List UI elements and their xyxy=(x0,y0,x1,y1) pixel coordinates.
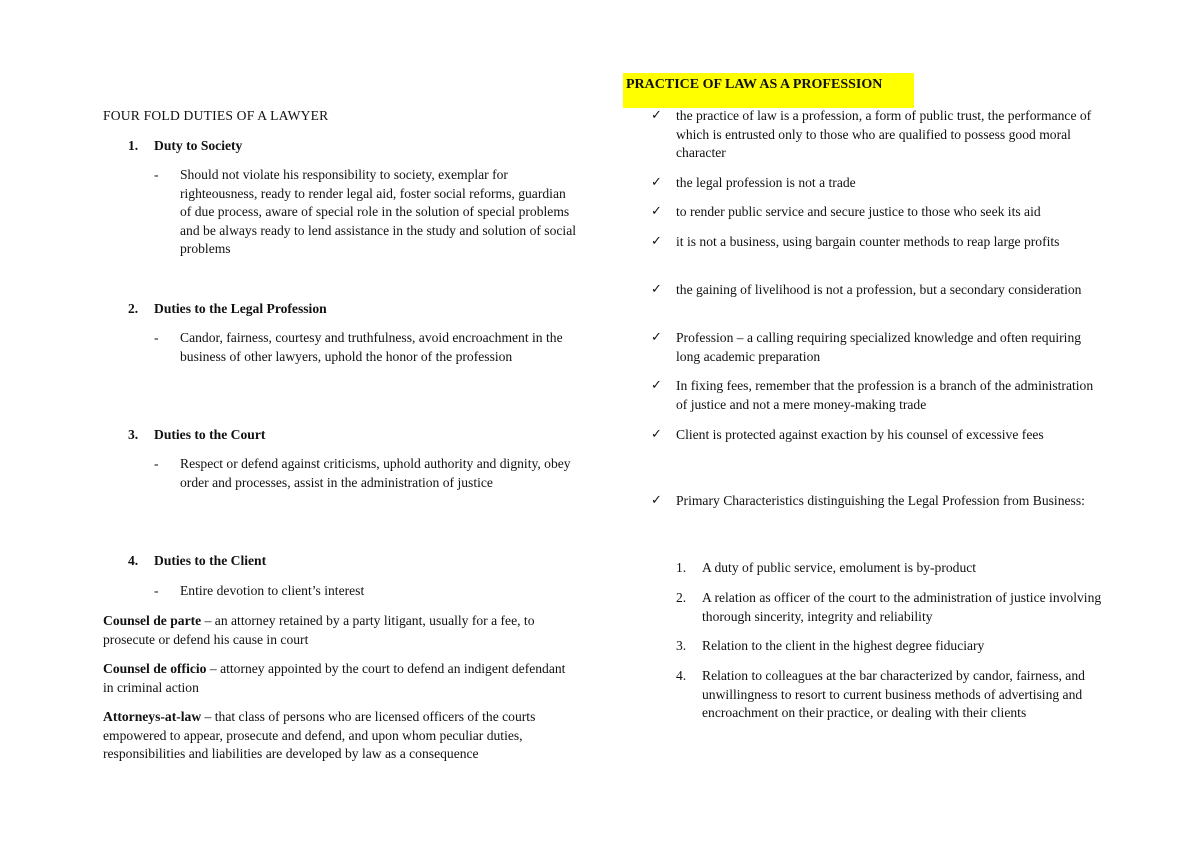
check-icon: ✓ xyxy=(651,493,662,508)
check-text: Profession – a calling requiring specialized knowledge and often requiring long academic preparation xyxy=(676,330,1082,364)
check-icon: ✓ xyxy=(651,330,662,345)
duty-number: 3. xyxy=(128,427,139,442)
check-text: to render public service and secure justice to those who seek its aid xyxy=(676,204,1041,219)
check-icon: ✓ xyxy=(651,234,662,249)
check-icon: ✓ xyxy=(651,175,662,190)
duty-text: Entire devotion to client’s interest xyxy=(180,583,365,598)
check-icon: ✓ xyxy=(651,108,662,123)
check-icon: ✓ xyxy=(651,378,662,393)
check-icon: ✓ xyxy=(651,204,662,219)
definition-counsel-de-parte xyxy=(103,612,573,649)
definition-term: Attorneys-at-law xyxy=(103,709,202,724)
check-text: Client is protected against exaction by his counsel of excessive fees xyxy=(676,427,1044,442)
check-text: it is not a business, using bargain counter methods to reap large profits xyxy=(676,234,1060,249)
list-number: 1. xyxy=(676,560,687,575)
duty-label: Duties to the Client xyxy=(154,553,267,568)
check-text: the gaining of livelihood is not a profession, but a secondary consideration xyxy=(676,282,1082,297)
duty-text: Candor, fairness, courtesy and truthfulness, avoid encroachment in the business of other lawyers, uphold the honor of the profession xyxy=(180,330,563,364)
dash-bullet: - xyxy=(154,330,159,345)
definition-text: – an attorney retained by a party litigant, usually for a fee, to prosecute or defend his cause in court xyxy=(103,613,535,647)
check-text: the practice of law is a profession, a form of public trust, the performance of which is entrusted only to those who are qualified to possess good moral character xyxy=(676,108,1092,161)
characteristic-text: A duty of public service, emolument is by-product xyxy=(702,560,977,575)
check-icon: ✓ xyxy=(651,427,662,442)
duty-label: Duty to Society xyxy=(154,138,243,153)
dash-bullet: - xyxy=(154,167,159,182)
list-number: 2. xyxy=(676,590,687,605)
duty-label: Duties to the Court xyxy=(154,427,266,442)
check-text: In fixing fees, remember that the profession is a branch of the administration of justice and not a mere money-making trade xyxy=(676,378,1094,412)
dash-bullet: - xyxy=(154,583,159,598)
duty-number: 1. xyxy=(128,138,139,153)
check-text: the legal profession is not a trade xyxy=(676,175,856,190)
definition-attorneys-at-law xyxy=(103,708,573,764)
list-number: 4. xyxy=(676,668,687,683)
check-text: Primary Characteristics distinguishing the Legal Profession from Business: xyxy=(676,493,1085,508)
duty-number: 4. xyxy=(128,553,139,568)
definition-counsel-de-officio xyxy=(103,660,573,697)
definition-term: Counsel de parte xyxy=(103,613,202,628)
check-icon: ✓ xyxy=(651,282,662,297)
duty-number: 2. xyxy=(128,301,139,316)
duty-label: Duties to the Legal Profession xyxy=(154,301,327,316)
dash-bullet: - xyxy=(154,456,159,471)
definition-text: – attorney appointed by the court to defend an indigent defendant in criminal action xyxy=(103,661,566,695)
characteristic-text: Relation to colleagues at the bar characterized by candor, fairness, and unwillingness to resort to current business methods of advertising and encroachment on their practice, or dealing with their clients xyxy=(702,668,1085,721)
characteristic-text: Relation to the client in the highest degree fiduciary xyxy=(702,638,985,653)
definition-term: Counsel de officio xyxy=(103,661,207,676)
definition-text: – that class of persons who are licensed officers of the courts empowered to appear, prosecute and defend, and upon whom peculiar duties, responsibilities and liabilities are developed by law as a consequence xyxy=(103,709,536,762)
left-section-title: FOUR FOLD DUTIES OF A LAWYER xyxy=(103,108,329,123)
right-section-title: PRACTICE OF LAW AS A PROFESSION xyxy=(626,77,883,92)
list-number: 3. xyxy=(676,638,687,653)
duty-text: Should not violate his responsibility to society, exemplar for righteousness, ready to render legal aid, foster social reforms, guardian of due process, aware of special role in the solution of special problems and be always ready to lend assistance in the study and solution of social problems xyxy=(180,167,577,257)
characteristic-text: A relation as officer of the court to the administration of justice involving thorough sincerity, integrity and reliability xyxy=(702,590,1102,624)
duty-text: Respect or defend against criticisms, uphold authority and dignity, obey order and processes, assist in the administration of justice xyxy=(180,456,571,490)
